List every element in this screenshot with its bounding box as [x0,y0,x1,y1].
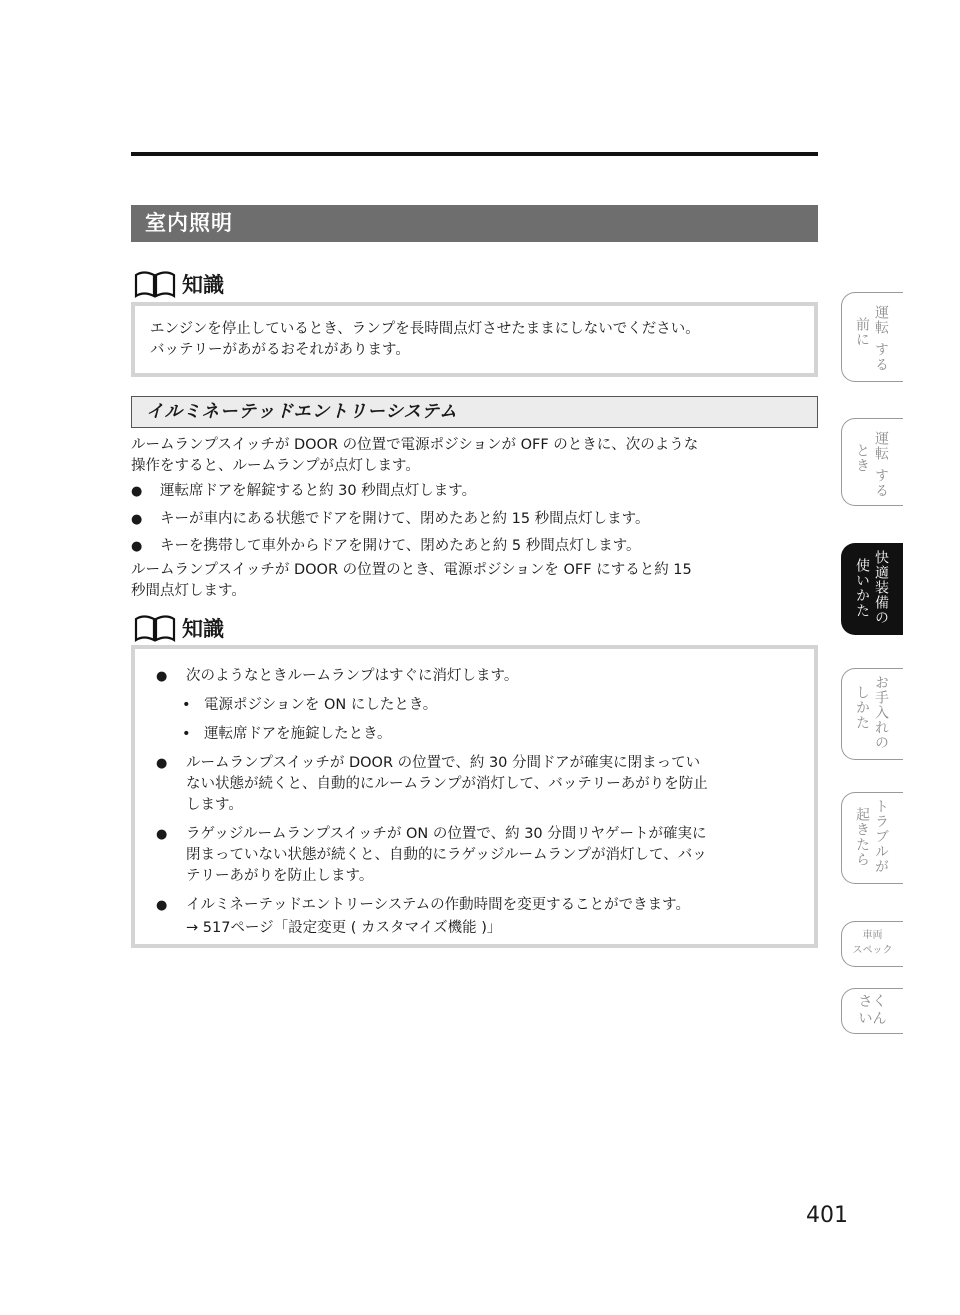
note-item-line: 閉まっていない状態が続くと、自動的にラゲッジルームランプが消灯して、バッ [186,847,707,863]
bullet-item [131,481,818,502]
page-number: 401 [806,1203,848,1228]
side-tab-comfort-features[interactable]: 快適装備の 使いかた [841,543,903,635]
side-tab-while-driving[interactable]: 運転 とき する [841,418,903,506]
note-item [149,666,800,687]
bullet-icon: ● [131,512,143,527]
note-item-line: ない状態が続くと、自動的にルームランプが消灯して、バッテリーあがりを防止 [186,776,708,792]
note-subitem [149,724,800,745]
outro-line: ルームランプスイッチが DOOR の位置のとき、電源ポジションを OFF にすると約 15 [131,562,692,578]
section-title: 室内照明 [131,205,818,242]
note-item-text: 次のようなときルームランプはすぐに消灯します。 [186,668,519,684]
bullet-item [131,536,818,557]
side-tab-specifications[interactable]: 車両 スペック [841,921,903,967]
book-icon [134,269,176,299]
note-item [149,824,800,887]
side-tab-maintenance[interactable]: お手入れの しかた [841,668,903,760]
note-subitem-text: 運転席ドアを施錠したとき。 [204,726,392,742]
note-item-line: ルームランプスイッチが DOOR の位置で、約 30 分間ドアが確実に閉まってい [186,755,701,771]
bullet-icon: ● [131,484,143,499]
bullet-icon: ● [131,539,143,554]
bullet-text: 運転席ドアを解錠すると約 30 秒間点灯します。 [160,483,477,499]
small-bullet-icon: • [182,697,191,713]
sub-heading: イルミネーテッドエントリーシステム [131,396,818,428]
note-line: エンジンを停止しているとき、ランプを長時間点灯させたままにしないでください。 [150,321,700,337]
side-tab-index[interactable]: さく いん [841,988,903,1034]
note-box-1 [131,302,818,377]
intro-paragraph [131,435,818,477]
note-item-line: します。 [186,797,243,813]
note-item-text: イルミネーテッドエントリーシステムの作動時間を変更することができます。 [186,897,691,913]
bullet-text: キーが車内にある状態でドアを開けて、閉めたあと約 15 秒間点灯します。 [160,511,650,527]
small-bullet-icon: • [182,726,191,742]
bullet-icon: ● [156,827,168,842]
bullet-icon: ● [156,669,168,684]
knowledge-label: 知識 [182,273,224,297]
note-item-line: テリーあがりを防止します。 [186,868,374,884]
note-item [149,753,800,816]
outro-line: 秒間点灯します。 [131,583,246,599]
note-item-line: ラゲッジルームランプスイッチが ON の位置で、約 30 分間リヤゲートが確実に [186,826,707,842]
knowledge-label: 知識 [182,617,224,641]
bullet-text: キーを携帯して車外からドアを開けて、閉めたあと約 5 秒間点灯します。 [160,538,641,554]
outro-paragraph [131,560,818,602]
book-icon [134,613,176,643]
side-tab-troubleshooting[interactable]: トラブルが 起きたら [841,792,903,884]
page-reference-link[interactable]: → 517ページ「設定変更 ( カスタマイズ機能 )」 [186,920,502,936]
note-line: バッテリーがあがるおそれがあります。 [150,342,410,358]
note-box-2 [131,645,818,948]
bullet-item [131,509,818,530]
intro-line: 操作をすると、ルームランプが点灯します。 [131,458,420,474]
knowledge-heading-2 [134,613,224,643]
bullet-icon: ● [156,756,168,771]
note-item [149,895,800,916]
top-rule [131,152,818,156]
knowledge-heading-1 [134,269,224,299]
note-subitem [149,695,800,716]
note-subitem-text: 電源ポジションを ON にしたとき。 [204,697,438,713]
intro-line: ルームランプスイッチが DOOR の位置で電源ポジションが OFF のときに、次のような [131,437,699,453]
bullet-icon: ● [156,898,168,913]
side-tab-before-driving[interactable]: 運転 前に する [841,292,903,382]
